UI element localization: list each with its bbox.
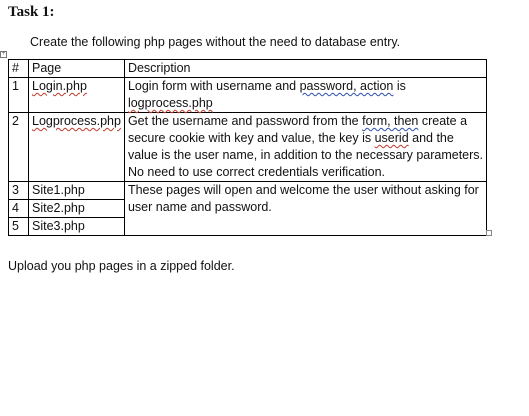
table-resize-handle[interactable] xyxy=(486,230,492,236)
table-row xyxy=(9,78,487,113)
header-description: Description xyxy=(124,60,486,78)
row-description: Get the username and password from the form, then create a secure cookie with key and value, the key is userid and the value is the user name, in addition to the necessary parameters. No need to use correct credentials verification. xyxy=(124,113,486,182)
table-header-row xyxy=(9,60,487,78)
task-intro: Create the following php pages without the need to database entry. xyxy=(30,35,401,49)
table-row xyxy=(9,113,487,182)
row-num: 3 xyxy=(9,182,29,200)
row-description: These pages will open and welcome the user without asking for user name and password. xyxy=(124,182,486,236)
header-page: Page xyxy=(29,60,125,78)
header-num: # xyxy=(9,60,29,78)
row-page: Logprocess.php xyxy=(32,114,121,128)
upload-instruction: Upload you php pages in a zipped folder. xyxy=(8,259,235,273)
row-num: 1 xyxy=(9,78,29,113)
row-num: 5 xyxy=(9,218,29,236)
row-num: 4 xyxy=(9,200,29,218)
row-description: Login form with username and password, action is logprocess.php xyxy=(124,78,486,113)
row-page: Site2.php xyxy=(29,200,125,218)
row-page: Site3.php xyxy=(29,218,125,236)
row-page: Login.php xyxy=(32,79,87,93)
row-page: Site1.php xyxy=(29,182,125,200)
pages-table xyxy=(8,59,487,236)
row-num: 2 xyxy=(9,113,29,182)
table-row xyxy=(9,182,487,200)
task-title: Task 1: xyxy=(8,4,55,20)
table-move-handle[interactable]: + xyxy=(1,51,6,57)
